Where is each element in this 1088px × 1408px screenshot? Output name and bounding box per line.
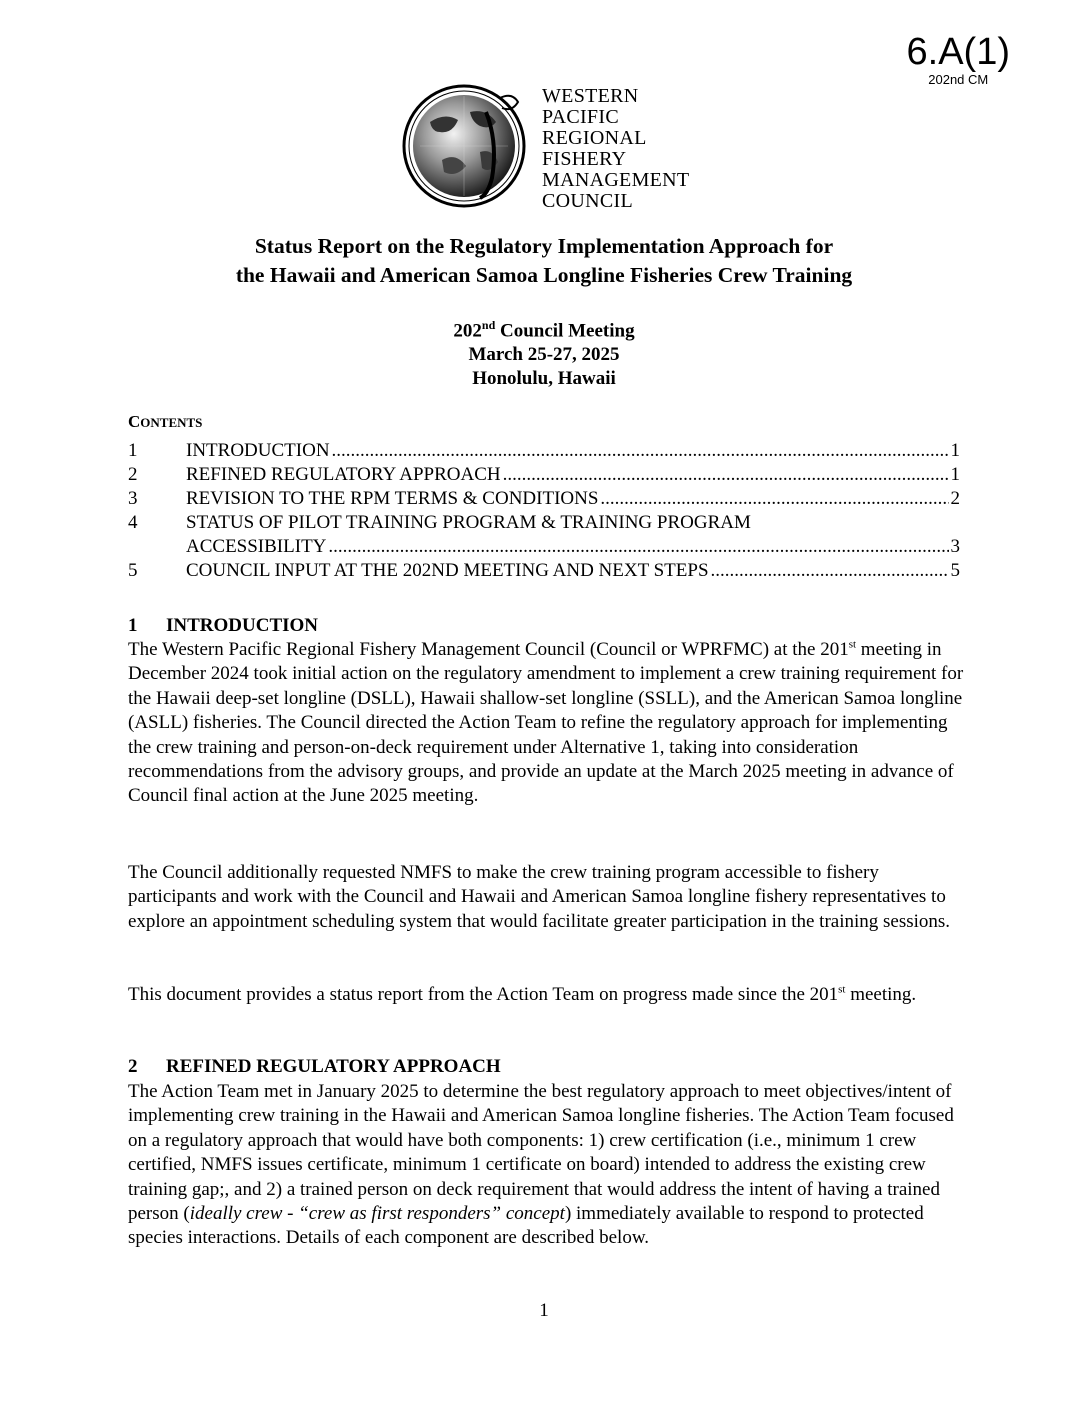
logo-line: WESTERN [542, 85, 639, 107]
toc-page: 1 [950, 464, 960, 485]
meeting-suffix: nd [481, 318, 496, 332]
section-heading-introduction [128, 615, 318, 637]
toc-number: 2 [128, 464, 138, 485]
contents-heading-initial: C [128, 412, 141, 431]
section-title: REFINED REGULATORY APPROACH [166, 1056, 501, 1077]
toc-entry[interactable] [128, 559, 960, 583]
meeting-number: 202 [453, 320, 482, 342]
intro-paragraph-2: The Council additionally requested NMFS to make the crew training program accessible to fishery participants and work with the Council and Hawaii and American Samoa longline fishery representatives to explore an appointment scheduling system that would facilitate greater participation in the training sessions. [128, 862, 951, 932]
toc-page: 5 [950, 560, 960, 581]
contents-heading-rest: ONTENTS [140, 415, 203, 430]
section-heading-regulatory-approach [128, 1056, 501, 1078]
toc-entry[interactable] [128, 439, 960, 463]
toc-entry-continued[interactable] [128, 535, 960, 559]
toc-title: STATUS OF PILOT TRAINING PROGRAM & TRAINING PROGRAM [186, 512, 751, 533]
text-run: The Action Team met in January 2025 to determine the best regulatory approach to meet objectives/intent of implementing crew training in the Hawaii and American Samoa longline fisheries. The Action Team focused on a regulatory approach that would have both components: 1) crew certification (i.e., minimum 1 crew certified, NMFS issues certificate, minimum 1 certificate on board) intended to address the existing crew training gap;, and 2) a trained person on deck requirement that would address the intent of having a trained person ( [128, 1081, 954, 1225]
toc-entry[interactable] [128, 511, 960, 535]
logo-line: PACIFIC [542, 106, 619, 128]
toc-page: 3 [950, 536, 960, 557]
meeting-code: 202nd CM [928, 72, 989, 87]
toc-leader [711, 559, 949, 583]
section-title: INTRODUCTION [166, 615, 319, 636]
logo-line: COUNCIL [542, 190, 633, 212]
text-run: meeting in December 2024 took initial action on the regulatory amendment to implement a crew training requirement for the Hawaii deep-set longline (DSLL), Hawaii shallow-set longline (SSLL), and the American Samoa longline (ASLL) fisheries. The Council directed the Action Team to refine the regulatory approach for implementing the crew training and person-on-deck requirement under Alternative 1, taking into consideration recommendations from the advisory groups, and provide an update at the March 2025 meeting in advance of Council final action at the June 2025 meeting. [128, 639, 964, 807]
logo-line: REGIONAL [542, 127, 647, 149]
meeting-label: Council Meeting [495, 320, 635, 342]
toc-title: COUNCIL INPUT AT THE 202ND MEETING AND NEXT STEPS [186, 560, 709, 581]
council-name [542, 86, 689, 212]
intro-paragraph-1 [128, 638, 968, 809]
text-run: The Western Pacific Regional Fishery Management Council (Council or WPRFMC) at the 201 [128, 639, 849, 660]
toc-page: 1 [950, 440, 960, 461]
title-line-1: Status Report on the Regulatory Implementation Approach for [254, 234, 834, 258]
meeting-info [0, 313, 1088, 391]
toc-title: INTRODUCTION [186, 440, 330, 461]
page-number: 1 [539, 1300, 549, 1321]
toc-number: 3 [128, 488, 138, 509]
logo-line: MANAGEMENT [542, 169, 690, 191]
text-run: meeting. [845, 984, 917, 1005]
meeting-location: Honolulu, Hawaii [472, 368, 616, 390]
superscript: st [848, 638, 857, 651]
logo-line: FISHERY [542, 148, 627, 170]
document-title [0, 232, 1088, 290]
council-logo [400, 82, 700, 212]
toc-number: 5 [128, 560, 138, 581]
approach-paragraph-1 [128, 1080, 968, 1251]
toc-entry[interactable] [128, 487, 960, 511]
italic-text: ideally crew - “crew as first responders” concept [189, 1203, 565, 1225]
meeting-dates: March 25-27, 2025 [468, 344, 620, 366]
toc-title-continued: ACCESSIBILITY [186, 536, 327, 557]
toc-leader [600, 487, 948, 511]
table-of-contents [128, 439, 960, 583]
document-code-block [907, 32, 1010, 87]
text-run: ) immediately available to respond to protected species interactions. Details of each component are described below. [128, 1203, 924, 1249]
meeting-name [0, 313, 1088, 343]
globe-logo-icon [400, 82, 532, 210]
document-code: 6.A(1) [906, 31, 1010, 73]
contents-heading [128, 412, 202, 432]
toc-title: REVISION TO THE RPM TERMS & CONDITIONS [186, 488, 599, 509]
toc-page: 2 [950, 488, 960, 509]
toc-leader [332, 439, 949, 463]
toc-entry[interactable] [128, 463, 960, 487]
toc-leader [328, 535, 948, 559]
superscript: st [838, 983, 846, 996]
toc-leader [503, 463, 949, 487]
section-number: 2 [128, 1056, 138, 1077]
section-number: 1 [128, 615, 138, 636]
toc-title: REFINED REGULATORY APPROACH [186, 464, 501, 485]
title-line-2: the Hawaii and American Samoa Longline Fisheries Crew Training [235, 263, 853, 287]
text-run: This document provides a status report from the Action Team on progress made since the 201 [128, 984, 839, 1005]
toc-number: 1 [128, 440, 138, 461]
toc-number: 4 [128, 512, 138, 533]
intro-paragraph-3 [128, 983, 968, 1007]
